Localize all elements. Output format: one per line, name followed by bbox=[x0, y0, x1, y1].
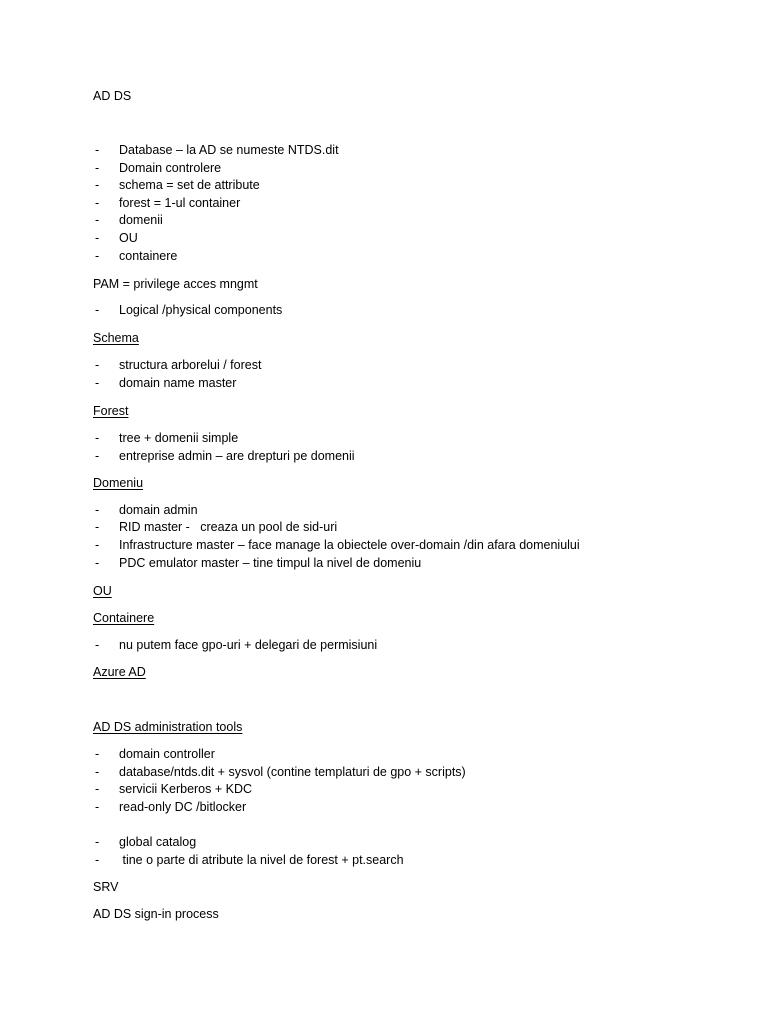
bullet: - bbox=[95, 358, 100, 372]
bullet: - bbox=[95, 449, 100, 463]
srv-line: SRV bbox=[93, 880, 119, 894]
bullet: - bbox=[95, 853, 100, 867]
list-item-text: domenii bbox=[119, 213, 163, 227]
pam-line: PAM = privilege acces mngmt bbox=[93, 277, 258, 291]
document-title: AD DS bbox=[93, 89, 132, 103]
bullet: - bbox=[95, 835, 100, 849]
bullet: - bbox=[95, 538, 100, 552]
list-item-text: PDC emulator master – tine timpul la nivel de domeniu bbox=[119, 556, 422, 570]
bullet: - bbox=[95, 143, 100, 157]
signin-line: AD DS sign-in process bbox=[93, 907, 219, 921]
list-item-text: domain admin bbox=[119, 503, 198, 517]
list-item-text: tine o parte di atribute la nivel de forest + pt.search bbox=[119, 853, 404, 867]
list-item-text: RID master - creaza un pool de sid-uri bbox=[119, 520, 338, 534]
containere-heading: Containere bbox=[93, 611, 155, 625]
bullet: - bbox=[95, 782, 100, 796]
azure-heading: Azure AD bbox=[93, 665, 146, 679]
bullet: - bbox=[95, 161, 100, 175]
domeniu-heading: Domeniu bbox=[93, 476, 144, 490]
list-item-text: nu putem face gpo-uri + delegari de permisiuni bbox=[119, 638, 378, 652]
bullet: - bbox=[95, 747, 100, 761]
list-item-text: database/ntds.dit + sysvol (contine templaturi de gpo + scripts) bbox=[119, 765, 466, 779]
bullet: - bbox=[95, 213, 100, 227]
bullet: - bbox=[95, 231, 100, 245]
list-item-text: structura arborelui / forest bbox=[119, 358, 262, 372]
list-item-text: entreprise admin – are drepturi pe domenii bbox=[119, 449, 355, 463]
list-item-text: domain controller bbox=[119, 747, 215, 761]
list-item-text: global catalog bbox=[119, 835, 197, 849]
list-item-text: Infrastructure master – face manage la obiectele over-domain /din afara domeniului bbox=[119, 538, 580, 552]
list-item-text: containere bbox=[119, 249, 178, 263]
bullet: - bbox=[95, 638, 100, 652]
list-item-text: forest = 1-ul container bbox=[119, 196, 241, 210]
bullet: - bbox=[95, 249, 100, 263]
list-item-text: Logical /physical components bbox=[119, 303, 283, 317]
bullet: - bbox=[95, 178, 100, 192]
bullet: - bbox=[95, 431, 100, 445]
bullet: - bbox=[95, 556, 100, 570]
bullet: - bbox=[95, 196, 100, 210]
bullet: - bbox=[95, 503, 100, 517]
bullet: - bbox=[95, 800, 100, 814]
list-item-text: tree + domenii simple bbox=[119, 431, 239, 445]
schema-heading: Schema bbox=[93, 331, 139, 345]
list-item-text: Domain controlere bbox=[119, 161, 222, 175]
list-item-text: domain name master bbox=[119, 376, 237, 390]
bullet: - bbox=[95, 303, 100, 317]
list-item-text: Database – la AD se numeste NTDS.dit bbox=[119, 143, 339, 157]
tools-heading: AD DS administration tools bbox=[93, 720, 243, 734]
bullet: - bbox=[95, 520, 100, 534]
bullet: - bbox=[95, 765, 100, 779]
list-item-text: schema = set de attribute bbox=[119, 178, 260, 192]
forest-heading: Forest bbox=[93, 404, 129, 418]
ou-heading: OU bbox=[93, 584, 112, 598]
list-item-text: OU bbox=[119, 231, 138, 245]
list-item-text: servicii Kerberos + KDC bbox=[119, 782, 253, 796]
list-item-text: read-only DC /bitlocker bbox=[119, 800, 247, 814]
bullet: - bbox=[95, 376, 100, 390]
